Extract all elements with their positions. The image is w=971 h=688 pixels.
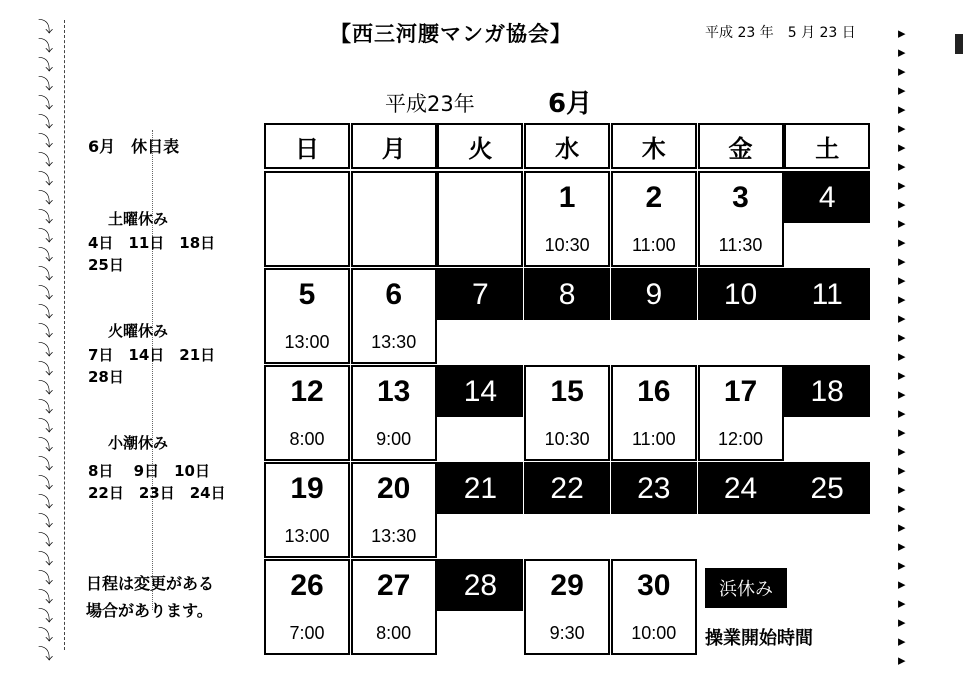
edge-mark-icon: ⤵ <box>38 75 54 93</box>
day-number: 21 <box>463 472 498 505</box>
start-time: 8:00 <box>376 623 412 643</box>
day-cell <box>698 365 784 461</box>
closed-day-cell <box>784 462 870 558</box>
edge-mark-icon: ⤵ <box>38 246 54 264</box>
edge-mark-icon: ⤵ <box>38 56 54 74</box>
day-cell <box>437 171 523 267</box>
legend-closed-swatch <box>705 568 787 608</box>
group-label-saturday: 土曜休み <box>108 210 169 228</box>
legend-start-time-label: 操業開始時間 <box>705 628 813 649</box>
edge-mark-icon: ⤵ <box>38 18 54 36</box>
day-number: 17 <box>723 375 758 408</box>
document-title: 【西三河腰マンガ協会】 <box>330 22 572 46</box>
edge-mark-icon: ▸ <box>898 651 906 669</box>
day-number: 27 <box>377 569 411 602</box>
day-number: 8 <box>558 278 576 311</box>
closed-day-cell <box>437 559 523 655</box>
weekday-header: 金 <box>698 123 784 169</box>
day-number: 9 <box>645 278 663 311</box>
edge-mark-icon: ⤵ <box>38 588 54 606</box>
closed-day-cell <box>611 268 697 364</box>
start-time: 11:00 <box>631 429 676 449</box>
day-number: 18 <box>810 375 844 408</box>
edge-mark-icon: ⤵ <box>38 265 54 283</box>
day-cell <box>351 171 437 267</box>
edge-mark-icon: ⤵ <box>38 189 54 207</box>
day-number: 3 <box>732 181 749 214</box>
start-time: 10:30 <box>544 429 590 449</box>
day-cell <box>264 462 350 558</box>
edge-mark-icon: ⤵ <box>38 303 54 321</box>
edge-mark-icon: ⤵ <box>38 151 54 169</box>
start-time: 8:00 <box>289 429 325 449</box>
edge-mark-icon: ▸ <box>898 81 906 99</box>
scan-artifact <box>955 34 963 54</box>
weekday-header: 日 <box>264 123 350 169</box>
closed-day-cell <box>437 268 523 364</box>
start-time: 12:00 <box>717 429 764 449</box>
closed-day-cell <box>437 365 523 461</box>
day-number: 13 <box>377 375 411 408</box>
weekday-header: 土 <box>784 123 870 169</box>
edge-mark-icon: ▸ <box>898 24 906 42</box>
sidebar-title: 6月 休日表 <box>88 137 180 156</box>
edge-mark-icon: ▸ <box>898 423 906 441</box>
left-perforation-line <box>64 20 66 650</box>
day-number: 10 <box>723 278 758 311</box>
edge-mark-icon: ▸ <box>898 366 906 384</box>
document-date: 平成 23 年 5 月 23 日 <box>705 25 856 41</box>
edge-mark-icon: ▸ <box>898 499 906 517</box>
edge-mark-icon: ⤵ <box>38 113 54 131</box>
start-time: 10:00 <box>631 623 677 643</box>
edge-mark-icon: ▸ <box>898 328 906 346</box>
edge-mark-icon: ▸ <box>898 613 906 631</box>
edge-mark-icon: ⤵ <box>38 398 54 416</box>
group-label-tuesday: 火曜休み <box>108 322 169 340</box>
edge-mark-icon: ▸ <box>898 176 906 194</box>
day-number: 1 <box>558 181 576 214</box>
weekday-header: 木 <box>611 123 697 169</box>
group-label-neap-tide: 小潮休み <box>108 434 169 452</box>
edge-mark-icon: ▸ <box>898 347 906 365</box>
edge-mark-icon: ⤵ <box>38 284 54 302</box>
edge-mark-icon: ⤵ <box>38 474 54 492</box>
edge-mark-icon: ▸ <box>898 43 906 61</box>
day-cell <box>698 171 784 267</box>
edge-mark-icon: ▸ <box>898 575 906 593</box>
start-time: 13:30 <box>371 526 417 546</box>
edge-mark-icon: ⤵ <box>38 493 54 511</box>
legend-closed-label: 浜休み <box>719 579 773 600</box>
schedule-change-note: 日程は変更がある 場合があります。 <box>86 574 215 620</box>
edge-mark-icon: ⤵ <box>38 436 54 454</box>
start-time: 7:00 <box>289 623 325 643</box>
start-time: 13:00 <box>284 332 330 352</box>
edge-mark-icon: ⤵ <box>38 322 54 340</box>
weekday-header: 水 <box>524 123 610 169</box>
calendar-year: 平成23年 <box>385 92 475 116</box>
edge-mark-icon: ⤵ <box>38 626 54 644</box>
edge-mark-icon: ▸ <box>898 594 906 612</box>
day-cell <box>524 171 610 267</box>
day-cell <box>351 462 437 558</box>
closed-day-cell <box>698 462 784 558</box>
day-number: 30 <box>637 569 671 602</box>
closed-day-cell <box>784 171 870 267</box>
edge-mark-icon: ⤵ <box>38 531 54 549</box>
closed-day-cell <box>437 462 523 558</box>
edge-mark-icon: ⤵ <box>38 607 54 625</box>
edge-mark-icon: ⤵ <box>38 94 54 112</box>
edge-mark-icon: ▸ <box>898 271 906 289</box>
edge-mark-icon: ⤵ <box>38 550 54 568</box>
edge-mark-icon: ▸ <box>898 309 906 327</box>
edge-mark-icon: ▸ <box>898 214 906 232</box>
closed-day-cell <box>524 268 610 364</box>
day-number: 2 <box>645 181 663 214</box>
edge-mark-icon: ▸ <box>898 195 906 213</box>
edge-mark-icon: ⤵ <box>38 341 54 359</box>
day-number: 7 <box>472 278 489 311</box>
closed-day-cell <box>698 268 784 364</box>
day-cell <box>351 559 437 655</box>
left-edge-decoration <box>38 20 62 670</box>
edge-mark-icon: ▸ <box>898 252 906 270</box>
start-time: 9:00 <box>376 429 412 449</box>
day-number: 15 <box>550 375 584 408</box>
edge-mark-icon: ⤵ <box>38 132 54 150</box>
right-edge-decoration <box>898 20 922 670</box>
day-cell <box>611 171 697 267</box>
group-dates-saturday: 4日 11日 18日 25日 <box>88 234 216 274</box>
day-cell <box>264 559 350 655</box>
day-number: 24 <box>723 472 758 505</box>
day-cell <box>611 559 697 655</box>
edge-mark-icon: ▸ <box>898 233 906 251</box>
edge-mark-icon: ⤵ <box>38 208 54 226</box>
edge-mark-icon: ▸ <box>898 157 906 175</box>
day-number: 22 <box>550 472 584 505</box>
day-number: 14 <box>463 375 498 408</box>
edge-mark-icon: ▸ <box>898 290 906 308</box>
edge-mark-icon: ▸ <box>898 62 906 80</box>
group-dates-tuesday: 7日 14日 21日 28日 <box>88 346 216 386</box>
day-number: 28 <box>463 569 498 602</box>
start-time: 11:30 <box>718 235 763 255</box>
day-number: 11 <box>811 278 843 311</box>
edge-mark-icon: ▸ <box>898 518 906 536</box>
day-number: 20 <box>377 472 411 505</box>
weekday-header: 火 <box>437 123 523 169</box>
day-cell <box>524 559 610 655</box>
day-cell <box>351 365 437 461</box>
edge-mark-icon: ⤵ <box>38 170 54 188</box>
day-number: 19 <box>290 472 324 505</box>
day-cell <box>351 268 437 364</box>
edge-mark-icon: ⤵ <box>38 227 54 245</box>
start-time: 13:00 <box>284 526 330 546</box>
edge-mark-icon: ⤵ <box>38 512 54 530</box>
edge-mark-icon: ▸ <box>898 119 906 137</box>
day-number: 25 <box>810 472 844 505</box>
edge-mark-icon: ▸ <box>898 461 906 479</box>
edge-mark-icon: ▸ <box>898 404 906 422</box>
start-time: 10:30 <box>544 235 590 255</box>
edge-mark-icon: ⤵ <box>38 569 54 587</box>
edge-mark-icon: ⤵ <box>38 360 54 378</box>
day-number: 16 <box>637 375 671 408</box>
group-dates-neap-tide: 8日 9日 10日 22日 23日 24日 <box>88 462 226 502</box>
day-number: 23 <box>637 472 671 505</box>
edge-mark-icon: ▸ <box>898 480 906 498</box>
day-number: 6 <box>385 278 403 311</box>
edge-mark-icon: ▸ <box>898 385 906 403</box>
day-cell <box>524 365 610 461</box>
day-cell <box>264 268 350 364</box>
edge-mark-icon: ⤵ <box>38 645 54 663</box>
closed-day-cell <box>784 268 870 364</box>
start-time: 11:00 <box>631 235 676 255</box>
start-time: 13:30 <box>371 332 417 352</box>
day-number: 26 <box>290 569 324 602</box>
day-number: 29 <box>550 569 584 602</box>
closed-day-cell <box>611 462 697 558</box>
edge-mark-icon: ⤵ <box>38 37 54 55</box>
edge-mark-icon: ▸ <box>898 100 906 118</box>
day-cell <box>611 365 697 461</box>
weekday-header: 月 <box>351 123 437 169</box>
start-time: 9:30 <box>549 623 585 643</box>
day-cell <box>264 365 350 461</box>
edge-mark-icon: ▸ <box>898 537 906 555</box>
edge-mark-icon: ▸ <box>898 632 906 650</box>
day-number: 12 <box>290 375 324 408</box>
day-number: 5 <box>298 278 316 311</box>
closed-day-cell <box>524 462 610 558</box>
edge-mark-icon: ▸ <box>898 138 906 156</box>
edge-mark-icon: ▸ <box>898 556 906 574</box>
edge-mark-icon: ⤵ <box>38 417 54 435</box>
calendar-month: 6月 <box>548 89 593 119</box>
closed-day-cell <box>784 365 870 461</box>
edge-mark-icon: ▸ <box>898 442 906 460</box>
edge-mark-icon: ⤵ <box>38 455 54 473</box>
day-cell <box>264 171 350 267</box>
day-number: 4 <box>818 181 836 214</box>
edge-mark-icon: ⤵ <box>38 379 54 397</box>
